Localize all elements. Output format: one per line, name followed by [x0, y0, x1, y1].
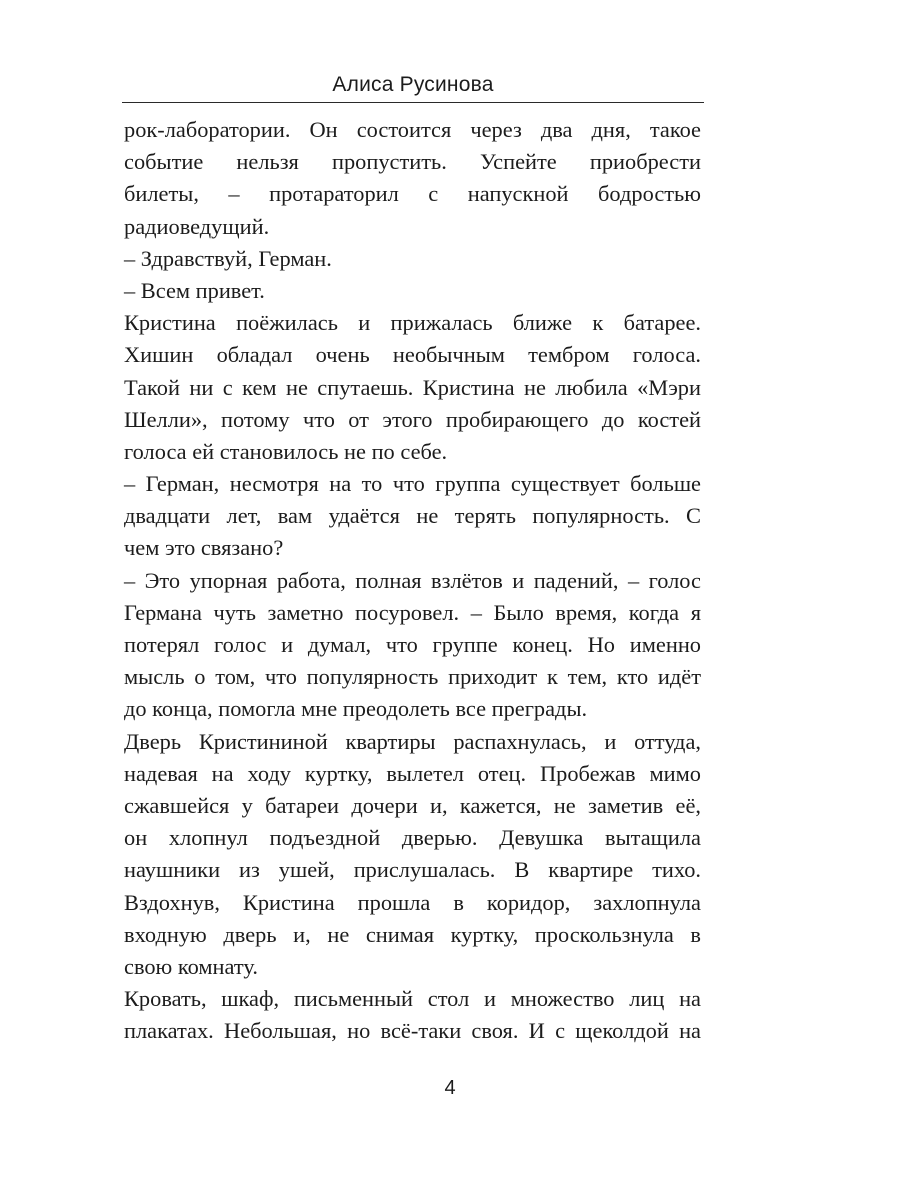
- text-line: плакатах. Небольшая, но всё-таки своя. И с щеколдой на: [124, 1018, 701, 1044]
- text-line: мысль о том, что популярность приходит к тем, кто идёт: [124, 664, 701, 690]
- paragraph: [124, 275, 701, 307]
- text-line: чем это связано?: [124, 535, 284, 561]
- text-line: Такой ни с кем не спутаешь. Кристина не любила «Мэри: [124, 374, 701, 400]
- text-line: свою комнату.: [124, 953, 258, 979]
- text-line: рок-лаборатории. Он состоится через два дня, такое: [124, 117, 701, 142]
- text-line: событие нельзя пропустить. Успейте приобрести: [124, 149, 701, 175]
- page-number: 4: [444, 1077, 456, 1099]
- text-line: билеты, – протараторил с напускной бодростью: [124, 181, 701, 207]
- text-line: надевая на ходу куртку, вылетел отец. Пробежав мимо: [124, 760, 701, 786]
- text-line: Шелли», потому что от этого пробирающего до костей: [124, 406, 701, 432]
- paragraph: [124, 307, 701, 468]
- text-line: – Всем привет.: [124, 277, 265, 303]
- text-line: он хлопнул подъездной дверью. Девушка вытащила: [124, 825, 701, 851]
- text-line: – Это упорная работа, полная взлётов и падений, – голос: [124, 567, 701, 593]
- paragraph: [124, 565, 701, 726]
- text-line: радиоведущий.: [124, 213, 270, 239]
- text-line: Вздохнув, Кристина прошла в коридор, захлопнула: [124, 889, 701, 915]
- text-line: Дверь Кристининой квартиры распахнулась, и оттуда,: [124, 728, 701, 754]
- text-line: голоса ей становилось не по себе.: [124, 438, 448, 464]
- running-head-author: Алиса Русинова: [122, 68, 704, 103]
- text-line: входную дверь и, не снимая куртку, проскользнула в: [124, 921, 701, 947]
- text-line: двадцати лет, вам удаётся не терять популярность. С: [124, 503, 701, 529]
- paragraph: [124, 468, 701, 565]
- text-line: Кристина поёжилась и прижалась ближе к батарее.: [124, 310, 701, 336]
- text-line: Хишин обладал очень необычным тембром голоса.: [124, 342, 701, 368]
- text-line: Кровать, шкаф, письменный стол и множество лиц на: [124, 986, 701, 1012]
- text-line: до конца, помогла мне преодолеть все преграды.: [124, 696, 588, 722]
- text-line: наушники из ушей, прислушалась. В квартире тихо.: [124, 857, 701, 883]
- text-line: потерял голос и думал, что группе конец. Но именно: [124, 632, 701, 657]
- paragraph: [124, 983, 701, 1047]
- text-line: – Здравствуй, Герман.: [124, 245, 332, 271]
- text-line: сжавшейся у батареи дочери и, кажется, не заметив её,: [124, 792, 701, 818]
- text-line: – Герман, несмотря на то что группа существует больше: [124, 471, 701, 497]
- body-text: [124, 114, 701, 1047]
- paragraph: [124, 726, 701, 984]
- text-line: Германа чуть заметно посуровел. – Было время, когда я: [124, 599, 701, 625]
- paragraph: [124, 114, 701, 243]
- paragraph: [124, 243, 701, 275]
